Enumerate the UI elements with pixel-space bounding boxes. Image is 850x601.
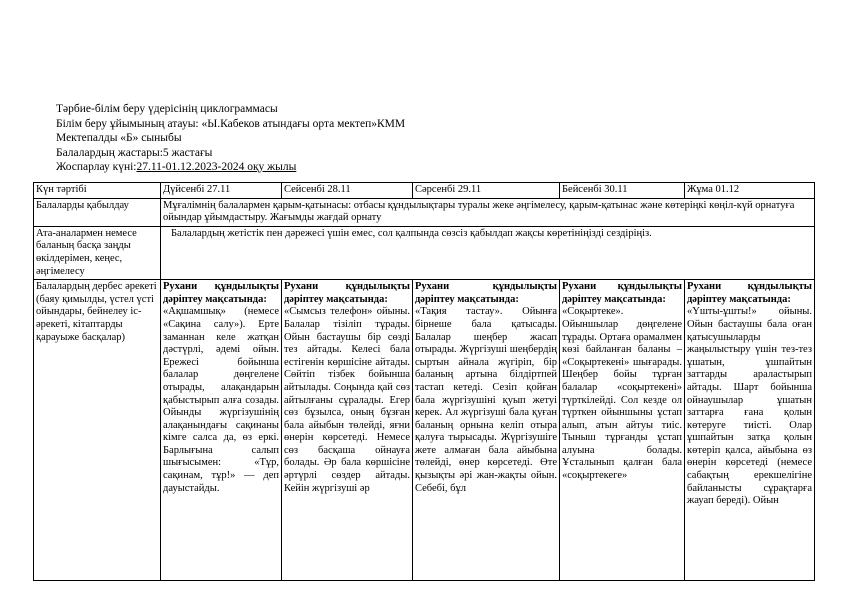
header-cell-monday: Дүйсенбі 27.11	[161, 183, 282, 199]
header-planning-date	[56, 160, 405, 175]
schedule-table	[33, 182, 815, 581]
planning-date-value: 27.11-01.12.2023-2024 оқу жылы	[136, 161, 297, 173]
header-cell-thursday: Бейсенбі 30.11	[560, 183, 685, 199]
table-header-row	[34, 183, 815, 199]
row-label-parents: Ата-аналармен немесе баланың басқа заңды өкілдерімен, кеңес, әңгімелесу	[34, 226, 161, 279]
activity-text: «Ақшамшық» (немесе «Сақина салу»). Ерте заманнан келе жатқан дәстүрлі, әдемі ойын. Ережесі бойынша балалар дөңгелене отырады, алақандарын қабыстырып алға созады. Ойынды жүргізушінің алақанындағы сақинаны кімге салса да, өз еркі. Барлығына салып шығысымен: «Тұр, сақинам, тұр!» — деп дауыстайды.	[163, 306, 279, 494]
activity-heading: Рухани құндылықты дәріптеу мақсатында:	[163, 281, 279, 305]
reception-text: Мұғалімнің балалармен қарым-қатынасы: отбасы құндылықтары туралы жеке әңгімелесу, қарым-қатынас және көтеріңкі көңіл-күй орнатуға ойындар ұйымдастыру. Жағымды жағдай орнату	[161, 198, 815, 226]
activity-heading: Рухани құндылықты дәріптеу мақсатында:	[415, 281, 557, 305]
header-cell-routine: Күн тәртібі	[34, 183, 161, 199]
header-cell-wednesday: Сәрсенбі 29.11	[413, 183, 560, 199]
table-row	[34, 280, 815, 581]
header-cell-tuesday: Сейсенбі 28.11	[282, 183, 413, 199]
parents-text: Балалардың жетістік пен дәрежесі үшін емес, сол қалпында сөзсіз қабылдап жақсы көретініңізді сездіріңіз.	[161, 226, 815, 279]
activity-text: «Үшты-ұшты!» ойыны. Ойын бастаушы бала оған қатысушыларды жаңылыстыру үшін тез-тез ұшатын, ұшпайтын заттарды араластырып айтады. Шарт бойынша ойнаушылар ұшатын заттарға ғана қолын көтеруге тиісті. Олар ұшпайтын затқа қолын көтеріп қалса, айыбына өз өнерін көрсетеді (немесе сабақтың ерекшелігіне байланысты сұрақтарға жауап береді). Ойын	[687, 306, 812, 507]
header-organization: Білім беру ұйымының атауы: «Ы.Кабеков атындағы орта мектеп»КММ	[56, 117, 406, 130]
table-row	[34, 198, 815, 226]
monday-activity-cell	[161, 280, 282, 581]
header-cell-friday: Жұма 01.12	[685, 183, 815, 199]
row-label-reception: Балаларды қабылдау	[34, 198, 161, 226]
planning-date-label: Жоспарлау күні:	[56, 161, 137, 173]
table-row	[34, 226, 815, 279]
row-label-independent-activity: Балалардың дербес әрекеті (баяу қимылды, үстел үсті ойындары, бейнелеу іс- әрекеті, кітаптарды қарауыже басқалар)	[34, 280, 161, 581]
activity-heading: Рухани құндылықты дәріптеу мақсатында:	[562, 281, 682, 305]
tuesday-activity-cell	[282, 280, 413, 581]
activity-heading: Рухани құндылықты дәріптеу мақсатында:	[284, 281, 410, 305]
friday-activity-cell	[685, 280, 815, 581]
activity-text: «Соқыртеке». Ойыншылар дөңгелене тұрады. Ортаға орамалмен көзі байланған баланы – «Соқыртекені» шығарады. Шеңбер бойы тұрған балалар «соқыртекені» түрткілейді. Сол кезде ол түрткен ойыншыны ұстап алып, атын айтуы тиіс. Тыныш тұрғанды ұстап алуына болады. Ұсталынып қалған бала «соқыртекеге»	[562, 306, 682, 482]
activity-text: «Тақия тастау». Ойынға бірнеше бала қатысады. Балалар шеңбер жасап отырады. Жүргізуші шеңбердің сыртын айнала жүгіріп, бір баланың артына білдіртпей тастап кетеді. Сезіп қойған бала жүргізушіні қуып жетуі керек. Ал жүргізуші бала қуған баланың орнына келіп отыра қалуға тырысады. Жүргізушіге жете алмаған бала айыбына төлейді, өнер көрсетеді. Өте қызықты әрі жан-жақты ойын. Себебі, бұл	[415, 306, 557, 494]
thursday-activity-cell	[560, 280, 685, 581]
document-header	[56, 102, 405, 175]
header-title: Тәрбие-білім беру үдерісінің циклограммасы	[56, 103, 278, 115]
activity-heading: Рухани құндылықты дәріптеу мақсатында:	[687, 281, 812, 305]
header-age: Балалардың жастары:5 жастағы	[56, 146, 213, 159]
activity-text: «Сымсыз телефон» ойыны. Балалар тізіліп тұрады. Ойын бастаушы бір сөзді тез айтады. Келесі бала естігенін көршісіне айтады. Сөйтіп тізбек бойынша айтылады. Соңында қай сөз айтылғаны сұралады. Егер сөз бұзылса, оның бұзған бала айыбын төлейді, яғни өнерін көрсетеді. Немесе сөз басқаша ойнауға болады. Әр бала көршісіне әртүрлі сөздер айтады. Кейін жүргізуші әр	[284, 306, 410, 494]
wednesday-activity-cell	[413, 280, 560, 581]
header-class: Мектепалды «Б» сыныбы	[56, 132, 182, 144]
